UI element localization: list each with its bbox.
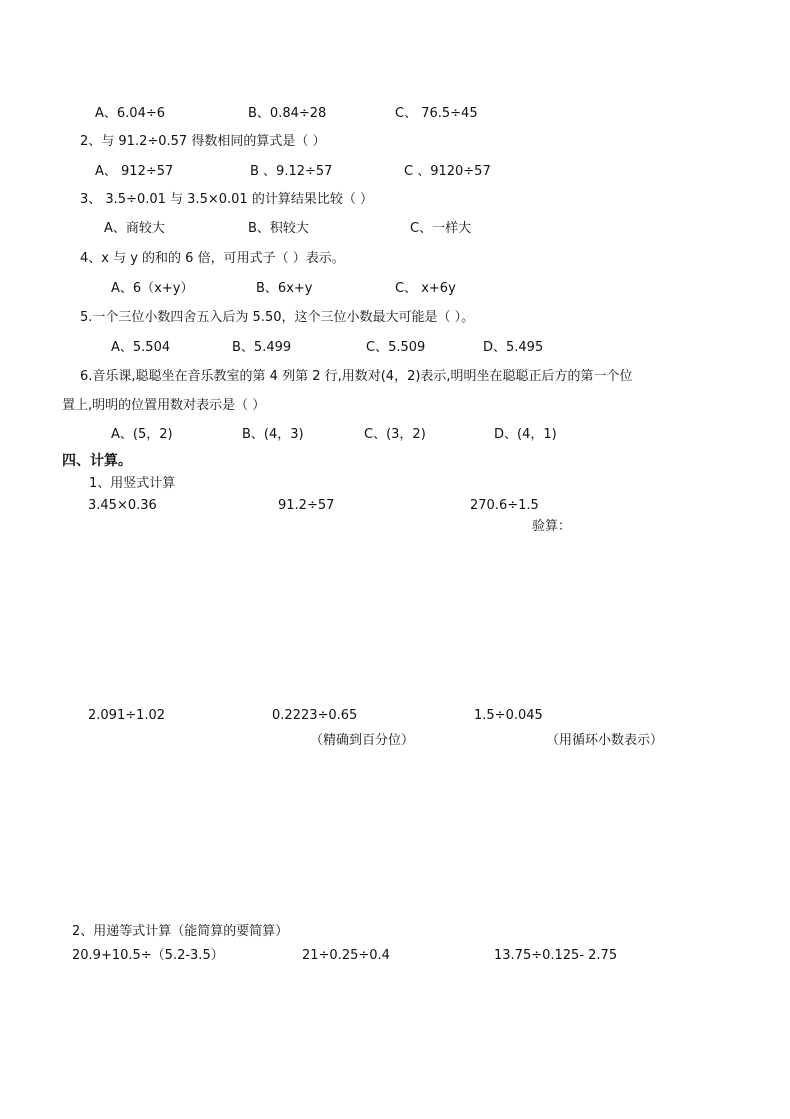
note-round: （精确到百分位）	[310, 733, 415, 748]
q6-option-a: A、(5，2)	[111, 427, 173, 442]
q6-stem-line1: 6.音乐课,聪聪坐在音乐教室的第 4 列第 2 行,用数对(4，2)表示,明明坐在聪聪正后方的第一个位	[80, 369, 633, 384]
check-label: 验算：	[532, 519, 572, 534]
q5-option-a: A、5.504	[111, 340, 171, 355]
calc-r1-3: 270.6÷1.5	[470, 498, 539, 513]
q3-option-a: A、商较大	[104, 221, 165, 236]
q3-option-c: C、一样大	[410, 221, 472, 236]
calc-r3-3: 13.75÷0.125- 2.75	[494, 948, 618, 963]
calc-r3-1: 20.9+10.5÷（5.2-3.5）	[72, 948, 224, 963]
q3-stem: 3、 3.5÷0.01 与 3.5×0.01 的计算结果比较（ ）	[80, 192, 373, 207]
part2-title: 2、用递等式计算（能简算的要简算）	[72, 924, 289, 939]
calc-r1-2: 91.2÷57	[278, 498, 335, 513]
section4-heading: 四、计算。	[62, 453, 132, 469]
calc-r1-1: 3.45×0.36	[88, 498, 157, 513]
q3-option-b: B、积较大	[248, 221, 309, 236]
q5-stem: 5.一个三位小数四舍五入后为 5.50，这个三位小数最大可能是（ ）。	[80, 310, 475, 325]
q4-option-c: C、 x+6y	[395, 281, 456, 296]
q1-option-c: C、 76.5÷45	[395, 106, 478, 121]
q5-option-b: B、5.499	[232, 340, 292, 355]
q6-option-d: D、(4，1)	[494, 427, 557, 442]
q1-option-a: A、6.04÷6	[95, 106, 166, 121]
calc-r2-2: 0.2223÷0.65	[272, 708, 358, 723]
q2-stem: 2、与 91.2÷0.57 得数相同的算式是（ ）	[80, 134, 326, 149]
q4-option-b: B、6x+y	[256, 281, 313, 296]
calc-r3-2: 21÷0.25÷0.4	[302, 948, 390, 963]
q5-option-d: D、5.495	[483, 340, 544, 355]
note-repeat: （用循环小数表示）	[546, 733, 664, 748]
q4-option-a: A、6（x+y）	[111, 281, 194, 296]
calc-r2-3: 1.5÷0.045	[474, 708, 543, 723]
q1-option-b: B、0.84÷28	[248, 106, 327, 121]
q5-option-c: C、5.509	[366, 340, 426, 355]
q6-stem-line2: 置上,明明的位置用数对表示是（ ）	[62, 398, 266, 413]
q2-option-b: B 、9.12÷57	[250, 164, 333, 179]
calc-r2-1: 2.091÷1.02	[88, 708, 166, 723]
q2-option-c: C 、9120÷57	[404, 164, 491, 179]
q2-option-a: A、 912÷57	[95, 164, 174, 179]
q6-option-b: B、(4，3)	[242, 427, 304, 442]
q4-stem: 4、x 与 y 的和的 6 倍，可用式子（ ）表示。	[80, 251, 345, 266]
q6-option-c: C、(3，2)	[364, 427, 426, 442]
part1-title: 1、用竖式计算	[89, 476, 176, 491]
